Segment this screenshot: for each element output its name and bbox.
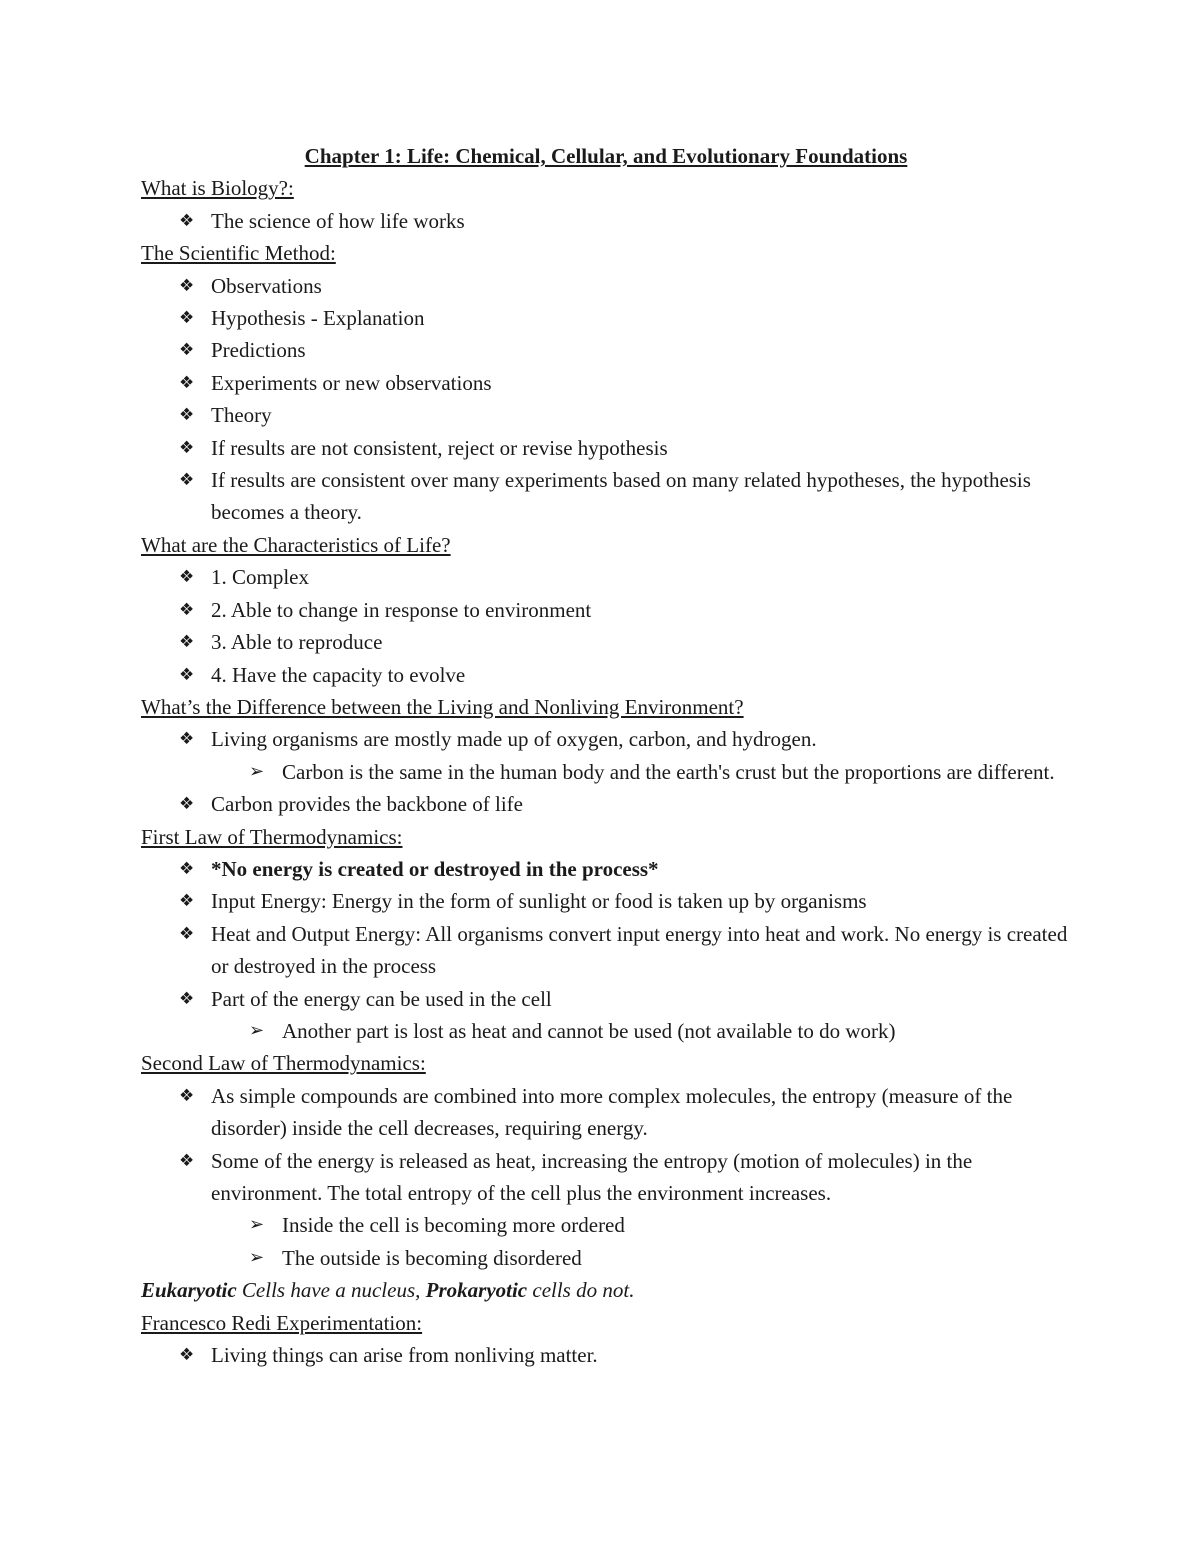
diamond-bullet-icon: ❖ <box>179 308 195 329</box>
sub-list <box>211 756 1071 788</box>
list-item: ❖ 4. Have the capacity to evolve <box>141 659 1071 691</box>
diamond-bullet-icon: ❖ <box>179 437 195 458</box>
characteristics-list <box>141 561 1071 691</box>
arrow-bullet-icon: ➢ <box>249 760 265 782</box>
section-heading-redi: Francesco Redi Experimentation: <box>141 1310 423 1335</box>
first-law-list <box>141 853 1071 1047</box>
sub-list <box>211 1209 1071 1274</box>
list-item: ❖ 2. Able to change in response to environment <box>141 594 1071 626</box>
diamond-bullet-icon: ❖ <box>179 405 195 426</box>
list-item: ❖ Part of the energy can be used in the cell ➢ Another part is lost as heat and cannot be used (not available to do work) <box>141 983 1071 1048</box>
diamond-bullet-icon: ❖ <box>179 729 195 750</box>
diamond-bullet-icon: ❖ <box>179 1345 195 1366</box>
list-item: ❖ 3. Able to reproduce <box>141 626 1071 658</box>
list-item: ❖ Predictions <box>141 334 1071 366</box>
diamond-bullet-icon: ❖ <box>179 275 195 296</box>
page-title: Chapter 1: Life: Chemical, Cellular, and Evolutionary Foundations <box>304 144 908 168</box>
method-list <box>141 270 1071 529</box>
diamond-bullet-icon: ❖ <box>179 632 195 653</box>
list-item: ❖ As simple compounds are combined into more complex molecules, the entropy (measure of the disorder) inside the cell decreases, requiring energy. <box>141 1080 1071 1145</box>
document-body <box>141 140 1071 1371</box>
diamond-bullet-icon: ❖ <box>179 988 195 1009</box>
diamond-bullet-icon: ❖ <box>179 599 195 620</box>
list-item: ❖ Input Energy: Energy in the form of sunlight or food is taken up by organisms <box>141 885 1071 917</box>
list-item: ❖ The science of how life works <box>141 205 1071 237</box>
section-heading-biology: What is Biology?: <box>141 176 294 201</box>
list-item: ❖ Living things can arise from nonliving matter. <box>141 1339 1071 1371</box>
list-item: ❖ Experiments or new observations <box>141 367 1071 399</box>
diamond-bullet-icon: ❖ <box>179 1150 195 1171</box>
arrow-bullet-icon: ➢ <box>249 1019 265 1041</box>
section-heading-characteristics: What are the Characteristics of Life? <box>141 532 451 557</box>
list-item: ❖ If results are not consistent, reject or revise hypothesis <box>141 432 1071 464</box>
section-heading-difference: What’s the Difference between the Living and Nonliving Environment? <box>141 694 744 719</box>
diamond-bullet-icon: ❖ <box>179 664 195 685</box>
diamond-bullet-icon: ❖ <box>179 1085 195 1106</box>
term-eukaryotic: Eukaryotic <box>141 1278 237 1303</box>
difference-list <box>141 723 1071 820</box>
second-law-list <box>141 1080 1071 1274</box>
cell-types-note: Eukaryotic Cells have a nucleus, Prokaryotic cells do not. <box>141 1278 635 1303</box>
sub-list <box>211 1015 1071 1047</box>
diamond-bullet-icon: ❖ <box>179 858 195 879</box>
diamond-bullet-icon: ❖ <box>179 340 195 361</box>
arrow-bullet-icon: ➢ <box>249 1246 265 1268</box>
section-heading-method: The Scientific Method: <box>141 241 336 266</box>
arrow-bullet-icon: ➢ <box>249 1214 265 1236</box>
list-item: ❖ If results are consistent over many experiments based on many related hypotheses, the hypothesis becomes a theory. <box>141 464 1071 529</box>
list-item: ❖ Carbon provides the backbone of life <box>141 788 1071 820</box>
list-item: ❖ Heat and Output Energy: All organisms convert input energy into heat and work. No energy is created or destroyed in the process <box>141 918 1071 983</box>
biology-list <box>141 205 1071 237</box>
diamond-bullet-icon: ❖ <box>179 567 195 588</box>
list-item: ❖ Living organisms are mostly made up of oxygen, carbon, and hydrogen. ➢ Carbon is the same in the human body and the earth's crust but the proportions are different. <box>141 723 1071 788</box>
section-heading-second-law: Second Law of Thermodynamics: <box>141 1051 426 1076</box>
list-item: ❖ 1. Complex <box>141 561 1071 593</box>
sub-list-item: ➢ Another part is lost as heat and cannot be used (not available to do work) <box>211 1015 1071 1047</box>
sub-list-item: ➢ Inside the cell is becoming more ordered <box>211 1209 1071 1241</box>
diamond-bullet-icon: ❖ <box>179 210 195 231</box>
diamond-bullet-icon: ❖ <box>179 794 195 815</box>
sub-list-item: ➢ Carbon is the same in the human body and the earth's crust but the proportions are different. <box>211 756 1071 788</box>
term-prokaryotic: Prokaryotic <box>425 1278 528 1303</box>
list-item: ❖ Theory <box>141 399 1071 431</box>
diamond-bullet-icon: ❖ <box>179 923 195 944</box>
redi-list <box>141 1339 1071 1371</box>
diamond-bullet-icon: ❖ <box>179 891 195 912</box>
list-item: ❖ Hypothesis - Explanation <box>141 302 1071 334</box>
diamond-bullet-icon: ❖ <box>179 372 195 393</box>
list-item: ❖ Observations <box>141 270 1071 302</box>
sub-list-item: ➢ The outside is becoming disordered <box>211 1242 1071 1274</box>
section-heading-first-law: First Law of Thermodynamics: <box>141 824 403 849</box>
list-item: ❖ Some of the energy is released as heat, increasing the entropy (motion of molecules) in the environment. The total entropy of the cell plus the environment increases. ➢ Inside the cell is becoming more ordered ➢ The outside is becoming disordered <box>141 1145 1071 1275</box>
diamond-bullet-icon: ❖ <box>179 470 195 491</box>
list-item: ❖ *No energy is created or destroyed in the process* <box>141 853 1071 885</box>
